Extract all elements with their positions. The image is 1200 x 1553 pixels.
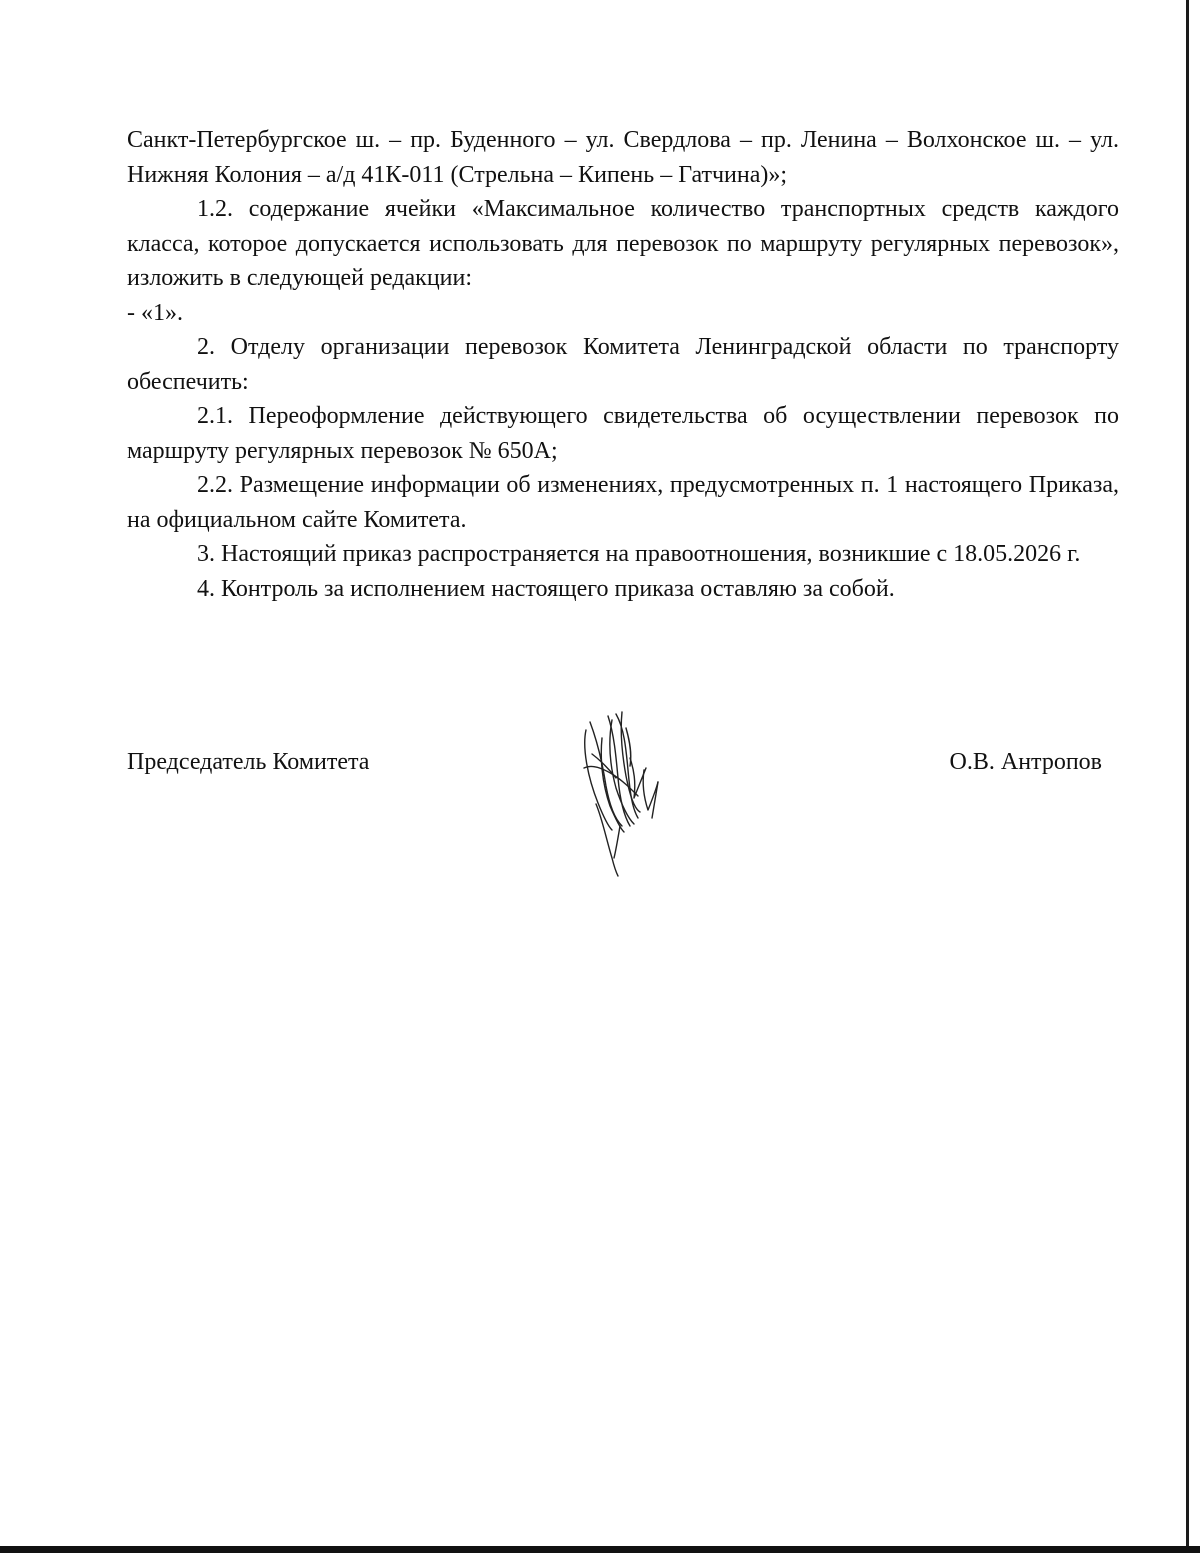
paragraph-item-2-2: 2.2. Размещение информации об изменениях, предусмотренных п. 1 настоящего Приказа, на официальном сайте Комитета.: [127, 472, 1119, 533]
handwritten-signature: [572, 708, 672, 878]
scan-edge-bottom: [0, 1546, 1200, 1553]
signatory-name: О.В. Антропов: [949, 749, 1102, 775]
paragraph-item-1-2: 1.2. содержание ячейки «Максимальное количество транспортных средств каждого класса, которое допускается использовать для перевозок по маршруту регулярных перевозок», изложить в следующей редакции:: [127, 196, 1119, 291]
signatory-title: Председатель Комитета: [127, 749, 370, 775]
paragraph-item-2: 2. Отделу организации перевозок Комитета Ленинградской области по транспорту обеспечить:: [127, 334, 1119, 395]
scan-edge-right: [1186, 0, 1189, 1553]
paragraph-item-2-1: 2.1. Переоформление действующего свидетельства об осуществлении перевозок по маршруту регулярных перевозок № 650А;: [127, 403, 1119, 464]
paragraph-route-continuation: Санкт-Петербургское ш. – пр. Буденного – ул. Свердлова – пр. Ленина – Волхонское ш. – ул. Нижняя Колония – а/д 41К-011 (Стрельна – Кипень – Гатчина)»;: [127, 127, 1119, 188]
paragraph-value-line: - «1».: [127, 299, 183, 326]
paragraph-item-3: 3. Настоящий приказ распространяется на правоотношения, возникшие с 18.05.2026 г.: [197, 541, 1081, 567]
document-body: [127, 123, 1119, 606]
paragraph-item-4: 4. Контроль за исполнением настоящего приказа оставляю за собой.: [197, 575, 895, 602]
